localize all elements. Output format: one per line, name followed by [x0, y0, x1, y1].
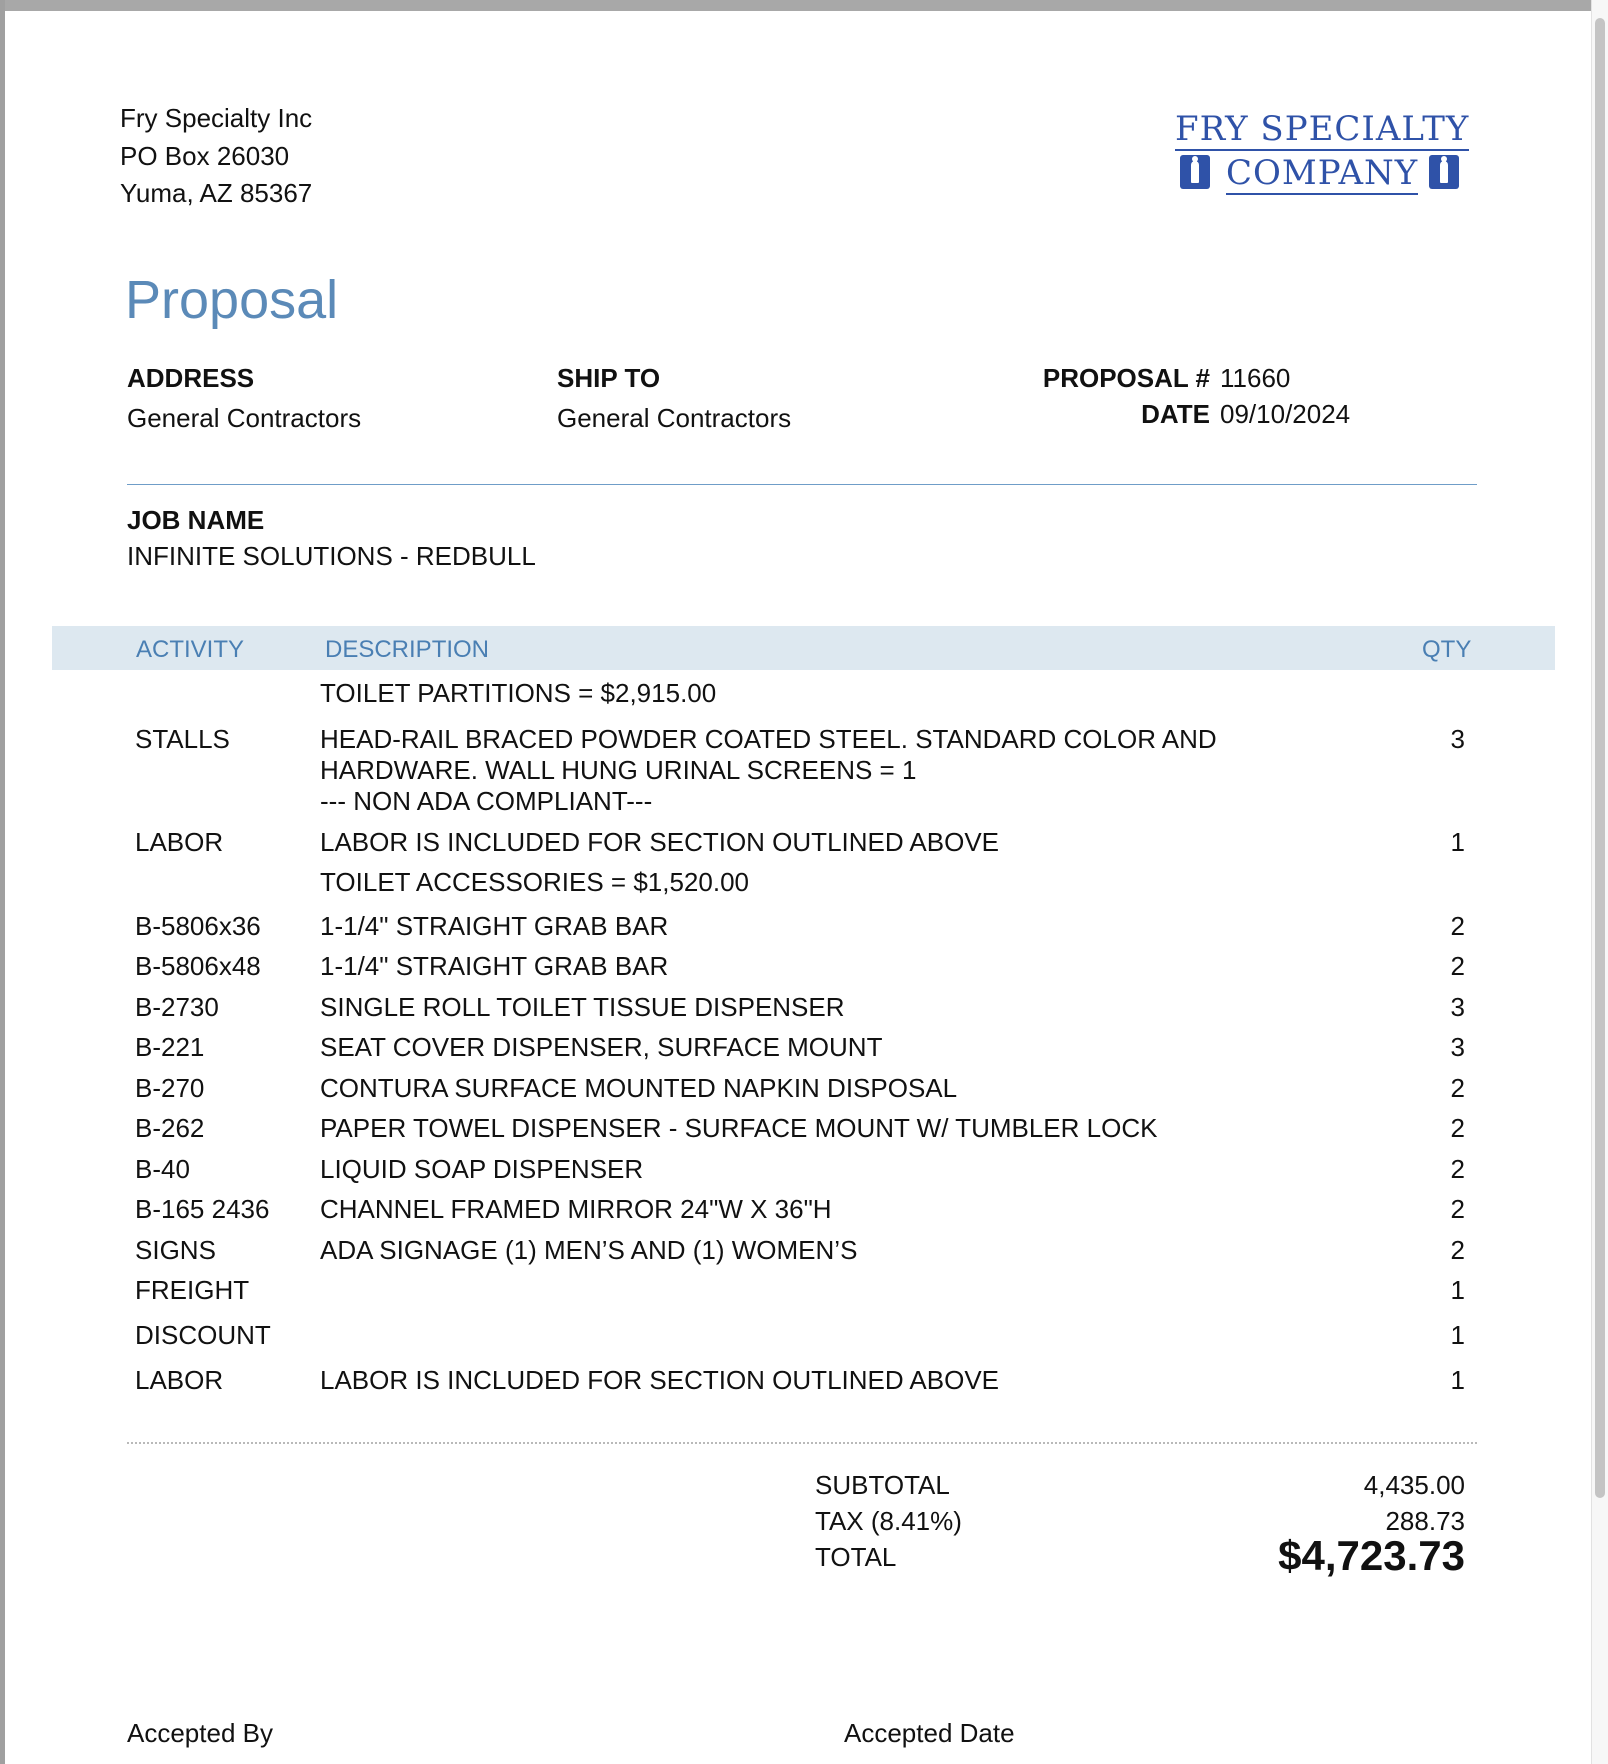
qty-column-header: QTY: [1422, 636, 1472, 663]
row-activity: B-165 2436: [135, 1194, 270, 1224]
row-qty: 2: [1450, 1235, 1465, 1265]
logo-line2: COMPANY: [1226, 153, 1419, 193]
subtotal-value: 4,435.00: [1363, 1470, 1465, 1500]
row-qty: 1: [1450, 1365, 1465, 1395]
row-description: PAPER TOWEL DISPENSER - SURFACE MOUNT W/ TUMBLER LOCK: [320, 1113, 1158, 1143]
row-activity: SIGNS: [135, 1235, 216, 1265]
section-heading: TOILET PARTITIONS = $2,915.00: [320, 678, 717, 708]
accepted-date-label: Accepted Date: [844, 1718, 1015, 1748]
section-heading: TOILET ACCESSORIES = $1,520.00: [320, 867, 749, 897]
proposal-date: 09/10/2024: [1220, 399, 1351, 429]
job-name-value: INFINITE SOLUTIONS - REDBULL: [127, 541, 536, 571]
row-activity: B-2730: [135, 992, 219, 1022]
row-qty: 2: [1450, 951, 1465, 981]
company-name: Fry Specialty Inc: [120, 103, 313, 133]
document-title: Proposal: [125, 270, 339, 330]
row-qty: 2: [1450, 1113, 1465, 1143]
description-column-header: DESCRIPTION: [325, 636, 490, 663]
row-qty: 2: [1450, 1073, 1465, 1103]
row-description: 1-1/4" STRAIGHT GRAB BAR: [320, 911, 669, 941]
row-qty: 3: [1450, 1032, 1465, 1062]
activity-column-header: ACTIVITY: [136, 636, 245, 663]
row-description: --- NON ADA COMPLIANT---: [320, 786, 653, 816]
row-activity: B-5806x36: [135, 911, 261, 941]
section-divider: [127, 484, 1477, 485]
row-qty: 1: [1450, 1320, 1465, 1350]
address-label: ADDRESS: [127, 363, 255, 393]
row-activity: STALLS: [135, 724, 230, 754]
row-activity: B-221: [135, 1032, 205, 1062]
row-qty: 2: [1450, 1194, 1465, 1224]
total-value: $4,723.73: [1278, 1532, 1465, 1579]
row-description: HEAD-RAIL BRACED POWDER COATED STEEL. STANDARD COLOR AND: [320, 724, 1217, 754]
job-name-label: JOB NAME: [127, 505, 265, 535]
row-activity: LABOR: [135, 827, 224, 857]
row-description: SEAT COVER DISPENSER, SURFACE MOUNT: [320, 1032, 883, 1062]
proposal-document: [5, 11, 1587, 1764]
company-logo: [1175, 109, 1470, 201]
ship-to-value: General Contractors: [557, 403, 792, 433]
row-activity: DISCOUNT: [135, 1320, 271, 1350]
row-activity: LABOR: [135, 1365, 224, 1395]
restroom-woman-icon: [1429, 155, 1459, 189]
row-qty: 1: [1450, 827, 1465, 857]
row-description: LABOR IS INCLUDED FOR SECTION OUTLINED ABOVE: [320, 827, 1000, 857]
row-qty: 2: [1450, 1154, 1465, 1184]
tax-value: 288.73: [1385, 1506, 1465, 1536]
row-description: HARDWARE. WALL HUNG URINAL SCREENS = 1: [320, 755, 917, 785]
address-value: General Contractors: [127, 403, 362, 433]
company-address-line1: PO Box 26030: [120, 141, 290, 171]
vertical-scrollbar[interactable]: [1591, 0, 1608, 1764]
row-description: 1-1/4" STRAIGHT GRAB BAR: [320, 951, 669, 981]
row-description: CONTURA SURFACE MOUNTED NAPKIN DISPOSAL: [320, 1073, 958, 1103]
subtotal-label: SUBTOTAL: [815, 1470, 950, 1500]
row-description: CHANNEL FRAMED MIRROR 24"W X 36"H: [320, 1194, 832, 1224]
ship-to-label: SHIP TO: [557, 363, 661, 393]
row-activity: B-5806x48: [135, 951, 261, 981]
date-label: DATE: [1141, 399, 1210, 429]
tax-label: TAX (8.41%): [815, 1506, 962, 1536]
scrollbar-thumb[interactable]: [1595, 18, 1605, 1498]
row-description: LABOR IS INCLUDED FOR SECTION OUTLINED ABOVE: [320, 1365, 1000, 1395]
row-description: SINGLE ROLL TOILET TISSUE DISPENSER: [320, 992, 845, 1022]
restroom-man-icon: [1180, 155, 1210, 189]
row-activity: FREIGHT: [135, 1275, 250, 1305]
window-top-bar: [0, 0, 1608, 11]
proposal-number: 11660: [1220, 363, 1291, 393]
row-activity: B-270: [135, 1073, 205, 1103]
proposal-number-label: PROPOSAL #: [1042, 363, 1210, 393]
row-activity: B-40: [135, 1154, 190, 1184]
logo-line1: FRY SPECIALTY: [1175, 109, 1470, 149]
row-qty: 2: [1450, 911, 1465, 941]
totals-divider: [127, 1442, 1477, 1444]
row-activity: B-262: [135, 1113, 205, 1143]
company-address-line2: Yuma, AZ 85367: [120, 178, 313, 208]
row-qty: 1: [1450, 1275, 1465, 1305]
row-qty: 3: [1450, 992, 1465, 1022]
row-description: ADA SIGNAGE (1) MEN’S AND (1) WOMEN’S: [320, 1235, 858, 1265]
total-label: TOTAL: [815, 1542, 897, 1572]
row-qty: 3: [1450, 724, 1465, 754]
table-header: [52, 626, 1555, 670]
accepted-by-label: Accepted By: [127, 1718, 273, 1748]
row-description: LIQUID SOAP DISPENSER: [320, 1154, 644, 1184]
